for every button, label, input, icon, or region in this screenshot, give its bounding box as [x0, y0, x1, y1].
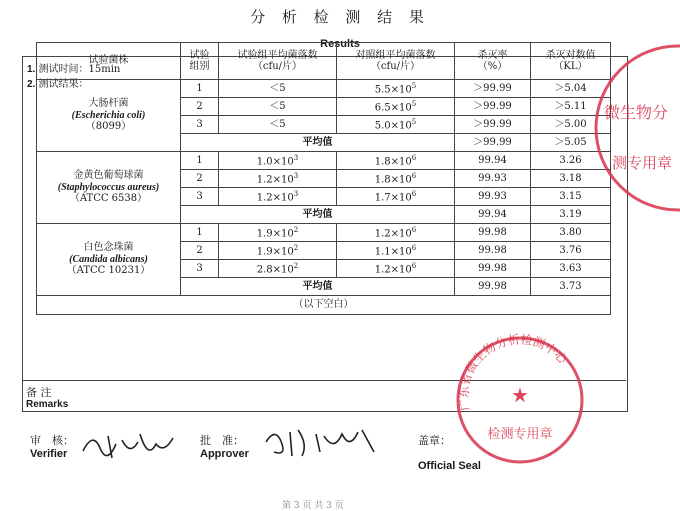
test-avg-cell: $1.2\times 10^3$: [219, 170, 337, 188]
strain-en: (Candida albicans): [69, 253, 148, 265]
group-cell: 3: [181, 116, 219, 134]
control-avg-cell: $5.5\times 10^5$: [337, 80, 455, 98]
log-kill-cell: ＞5.11: [531, 98, 611, 116]
strain-code: （ATCC 6538）: [69, 193, 148, 205]
test-time-value: 15min: [88, 64, 121, 75]
average-kill-rate: 99.94: [455, 206, 531, 224]
kill-rate-cell: 99.98: [455, 224, 531, 242]
average-label: 平均值: [181, 134, 455, 152]
svg-text:测专用章: 测专用章: [612, 154, 673, 172]
remarks-label-zh: 备 注: [26, 386, 52, 399]
test-result-label: 测试结果：: [38, 79, 89, 90]
approver-label-en: Approver: [200, 448, 249, 460]
kill-rate-cell: ＞99.99: [455, 98, 531, 116]
kill-rate-cell: 99.93: [455, 188, 531, 206]
test-avg-cell: $1.2\times 10^3$: [219, 188, 337, 206]
group-cell: 2: [181, 98, 219, 116]
kill-rate-cell: 99.94: [455, 152, 531, 170]
strain-code: （8099）: [85, 121, 132, 133]
results-table: [36, 42, 611, 315]
header-kill-rate: 杀灭率 （%）: [455, 43, 531, 80]
kill-rate-cell: ＞99.99: [455, 80, 531, 98]
item-number: 2.: [27, 79, 36, 90]
strain-cell: [37, 80, 181, 152]
seal-label-en: Official Seal: [418, 460, 481, 472]
average-label: 平均值: [181, 206, 455, 224]
test-avg-cell: $1.9\times 10^2$: [219, 224, 337, 242]
log-kill-cell: 3.76: [531, 242, 611, 260]
page-footer: 第 3 页 共 3 页: [282, 501, 344, 511]
table-row: [37, 152, 611, 170]
verifier-label: 审 核：: [30, 434, 74, 447]
svg-text:微生物分: 微生物分: [604, 103, 669, 122]
test-avg-cell: $1.9\times 10^2$: [219, 242, 337, 260]
item-number: 1.: [27, 64, 36, 75]
log-kill-cell: 3.15: [531, 188, 611, 206]
group-cell: 1: [181, 224, 219, 242]
table-row: [37, 80, 611, 98]
test-avg-cell: ＜5: [219, 80, 337, 98]
log-kill-cell: ＞5.00: [531, 116, 611, 134]
approver-signature: [262, 422, 382, 464]
kill-rate-cell: 99.93: [455, 170, 531, 188]
svg-text:广东省微生物分析检测中心: 广东省微生物分析检测中心: [456, 332, 570, 412]
average-log-kill: 3.19: [531, 206, 611, 224]
control-avg-cell: $1.8\times 10^6$: [337, 152, 455, 170]
log-kill-cell: ＞5.04: [531, 80, 611, 98]
verifier-label-en: Verifier: [30, 448, 68, 460]
approver-label: 批 准：: [200, 434, 244, 447]
strain-zh: 白色念珠菌: [83, 242, 134, 254]
log-kill-cell: 3.18: [531, 170, 611, 188]
report-subtitle: Results: [320, 38, 360, 50]
verifier-signature: [78, 426, 178, 466]
control-avg-cell: $1.2\times 10^6$: [337, 224, 455, 242]
kill-rate-cell: 99.98: [455, 260, 531, 278]
log-kill-cell: 3.26: [531, 152, 611, 170]
header-log-kill: 杀灭对数值 （KL）: [531, 43, 611, 80]
strain-zh: 大肠杆菌: [88, 98, 129, 110]
control-avg-cell: $6.5\times 10^5$: [337, 98, 455, 116]
top-right-stamp: [590, 40, 680, 215]
test-avg-cell: $2.8\times 10^2$: [219, 260, 337, 278]
verifier-block: [30, 432, 74, 460]
log-kill-cell: 3.80: [531, 224, 611, 242]
seal-label: 盖章：: [418, 434, 451, 447]
strain-en: (Escherichia coli): [71, 109, 146, 121]
group-cell: 1: [181, 80, 219, 98]
svg-text:★: ★: [511, 383, 529, 407]
average-kill-rate: 99.98: [455, 278, 531, 296]
blank-note-row: [37, 296, 611, 315]
average-kill-rate: ＞99.99: [455, 134, 531, 152]
test-avg-cell: $1.0\times 10^3$: [219, 152, 337, 170]
test-time-label: 测试时间：: [38, 64, 89, 75]
group-cell: 2: [181, 242, 219, 260]
average-label: 平均值: [181, 278, 455, 296]
average-log-kill: 3.73: [531, 278, 611, 296]
strain-code: （ATCC 10231）: [66, 265, 151, 277]
svg-text:检测专用章: 检测专用章: [487, 427, 553, 442]
table-row: [37, 224, 611, 242]
strain-cell: [37, 152, 181, 224]
blank-note: （以下空白）: [37, 296, 611, 315]
group-cell: 2: [181, 170, 219, 188]
group-cell: 3: [181, 260, 219, 278]
kill-rate-cell: ＞99.99: [455, 116, 531, 134]
report-title: 分 析 检 测 结 果: [250, 8, 430, 26]
log-kill-cell: 3.63: [531, 260, 611, 278]
group-cell: 1: [181, 152, 219, 170]
control-avg-cell: $5.0\times 10^5$: [337, 116, 455, 134]
kill-rate-cell: 99.98: [455, 242, 531, 260]
approver-block: [200, 432, 249, 460]
header-test-avg: 试验组平均菌落数 （cfu/片）: [219, 43, 337, 80]
control-avg-cell: $1.8\times 10^6$: [337, 170, 455, 188]
header-strain: 试验菌株: [37, 43, 181, 80]
control-avg-cell: $1.7\times 10^6$: [337, 188, 455, 206]
strain-en: (Staphylococcus aureus): [57, 181, 160, 193]
bottom-seal-stamp: [450, 330, 590, 470]
header-group: 试验 组别: [181, 43, 219, 80]
remarks-label-en: Remarks: [26, 399, 69, 410]
average-log-kill: ＞5.05: [531, 134, 611, 152]
header-control-avg: 对照组平均菌落数 （cfu/片）: [337, 43, 455, 80]
test-avg-cell: ＜5: [219, 98, 337, 116]
control-avg-cell: $1.1\times 10^6$: [337, 242, 455, 260]
control-avg-cell: $1.2\times 10^6$: [337, 260, 455, 278]
group-cell: 3: [181, 188, 219, 206]
strain-zh: 金黄色葡萄球菌: [73, 170, 144, 182]
strain-cell: [37, 224, 181, 296]
test-avg-cell: ＜5: [219, 116, 337, 134]
